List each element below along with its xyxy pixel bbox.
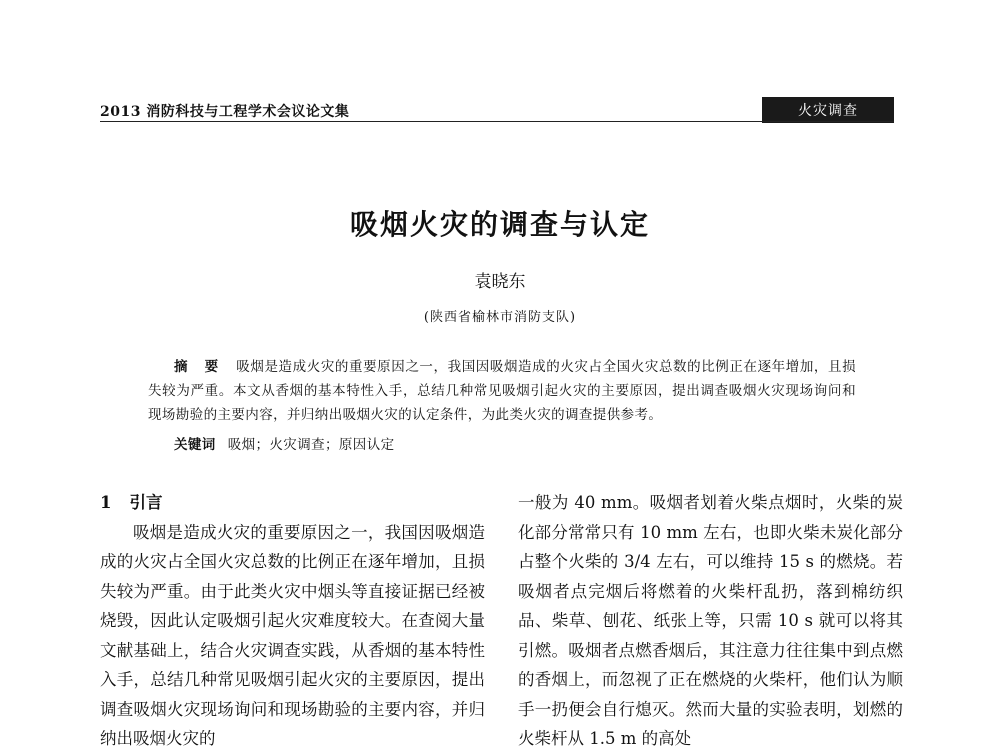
keywords bbox=[174, 433, 856, 457]
keywords-text: 吸烟；火灾调查；原因认定 bbox=[227, 437, 395, 453]
article-affiliation: (陕西省榆林市消防支队) bbox=[423, 310, 577, 325]
right-column bbox=[518, 488, 903, 754]
abstract-text: 吸烟是造成火灾的重要原因之一，我国因吸烟造成的火灾占全国火灾总数的比例正在逐年增加，且损失较为严重。本文从香烟的基本特性入手，总结几种常见吸烟引起火灾的主要原因，提出调查吸烟火灾现场询问和现场勘验的主要内容，并归纳出吸烟火灾的认定条件，为此类火灾的调查提供参考。 bbox=[148, 359, 857, 423]
left-column bbox=[100, 488, 485, 754]
section-tag: 火灾调查 bbox=[762, 97, 894, 123]
journal-header: 2013 消防科技与工程学术会议论文集 bbox=[100, 104, 350, 120]
right-paragraph: 一般为 40 mm。吸烟者划着火柴点烟时，火柴的炭化部分常常只有 10 mm 左右，也即火柴未炭化部分占整个火柴的 3/4 左右，可以维持 15 s 的燃烧。若吸烟者点完烟后将燃着的火柴杆乱扔，落到棉纺织品、柴草、刨花、纸张上等，只需 10 s 就可以将其引燃。吸烟者点燃香烟后，其注意力往往集中到点燃的香烟上，而忽视了正在燃烧的火柴杆，他们认为顺手一扔便会自行熄灭。然而大量的实验表明，划燃的火柴杆从 1.5 m 的高处 bbox=[518, 493, 903, 748]
keywords-label: 关键词 bbox=[174, 437, 216, 453]
abstract bbox=[148, 355, 856, 427]
abstract-label: 摘 要 bbox=[174, 359, 225, 375]
section-title: 引言 bbox=[129, 493, 163, 512]
article-title: 吸烟火灾的调查与认定 bbox=[349, 208, 650, 241]
article-author: 袁晓东 bbox=[474, 272, 526, 292]
left-paragraph: 吸烟是造成火灾的重要原因之一，我国因吸烟造成的火灾占全国火灾总数的比例正在逐年增加，且损失较为严重。由于此类火灾中烟头等直接证据已经被烧毁，因此认定吸烟引起火灾难度较大。在查阅大量文献基础上，结合火灾调查实践，从香烟的基本特性入手，总结几种常见吸烟引起火灾的主要原因，提出调查吸烟火灾现场询问和现场勘验的主要内容，并归纳出吸烟火灾的 bbox=[100, 522, 485, 748]
section-heading bbox=[100, 488, 485, 518]
section-number: 1 bbox=[100, 493, 112, 512]
header-divider bbox=[100, 121, 894, 122]
